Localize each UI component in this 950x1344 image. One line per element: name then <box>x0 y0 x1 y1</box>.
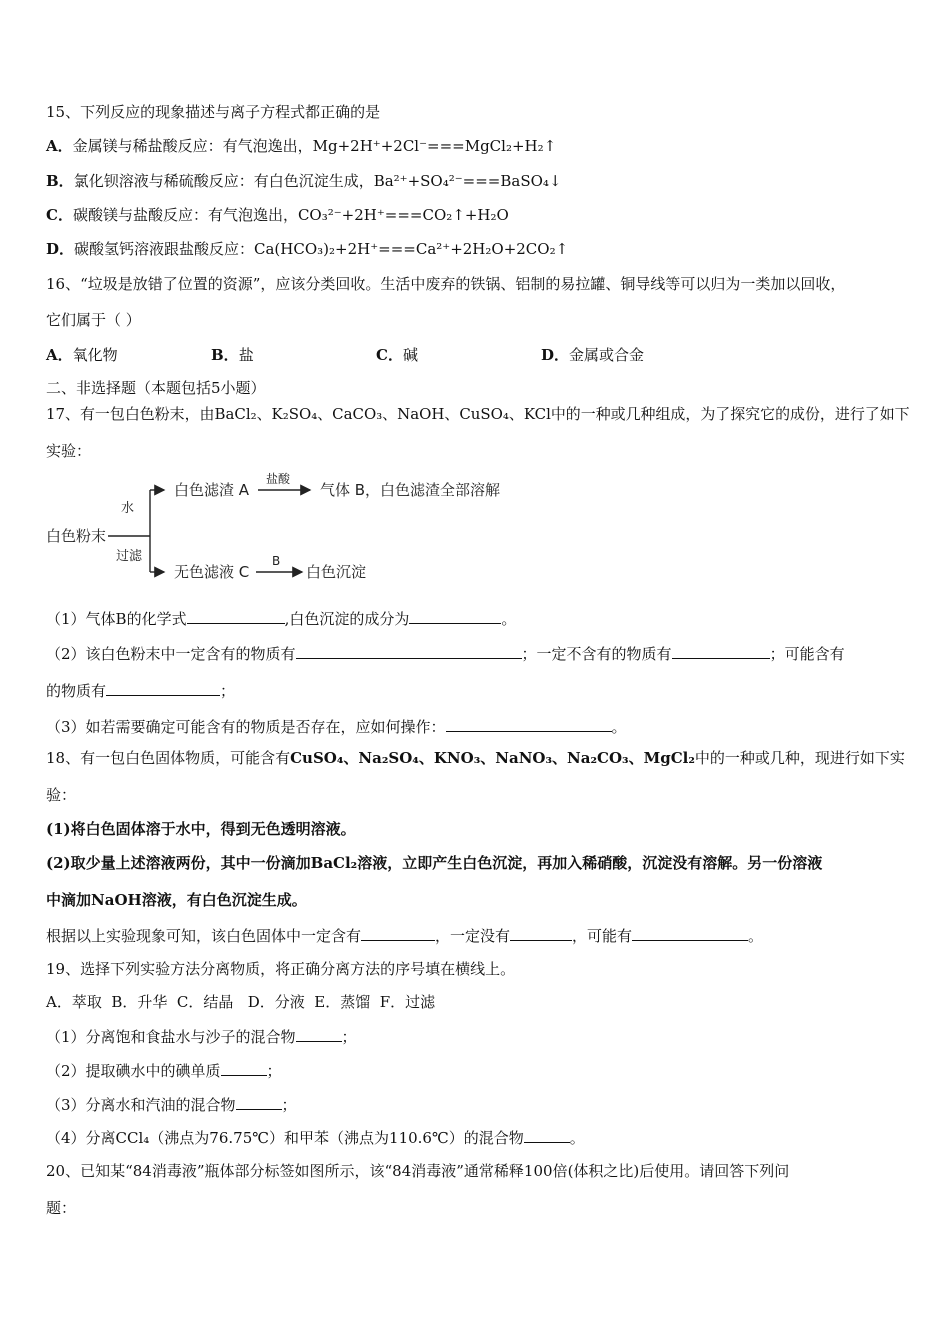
q15-option-d <box>46 239 568 259</box>
text: （3）分离水和汽油的混合物 <box>46 1096 236 1114</box>
formula: NaOH <box>91 891 142 909</box>
q19-item-1 <box>46 1026 357 1047</box>
text: 18、有一包白色固体物质，可能含有 <box>46 749 291 767</box>
flow-residue-result: 气体 B，白色滤渣全部溶解 <box>320 481 501 499</box>
answer-blank[interactable] <box>296 643 522 659</box>
option-text: 氧化物 <box>72 346 118 364</box>
text: ； <box>266 1062 282 1080</box>
text: ；可能含有 <box>769 645 845 663</box>
text: ，可能有 <box>572 927 633 945</box>
text: 。 <box>748 927 764 945</box>
text: （2）提取碘水中的碘单质 <box>46 1062 221 1080</box>
answer-blank[interactable] <box>106 680 220 696</box>
q15-option-a <box>46 136 556 156</box>
flow-filtrate-label: 无色滤液 C <box>174 563 250 581</box>
q17-part3 <box>46 716 627 737</box>
flow-acid-label: 盐酸 <box>266 472 291 486</box>
q19-item-2 <box>46 1060 282 1081</box>
q17-part2-cont <box>46 680 235 701</box>
q17-part2 <box>46 643 845 664</box>
option-text: 金属或合金 <box>569 346 645 364</box>
q15-option-c <box>46 205 509 225</box>
text: ，一定没有 <box>435 927 511 945</box>
q17-flow-diagram <box>44 468 514 588</box>
q20-stem-line1: 20、已知某“84消毒液”瓶体部分标签如图所示，该“84消毒液”通常稀释100倍(体积之比)后使用。请回答下列问 <box>46 1162 790 1180</box>
q19-item-3 <box>46 1094 297 1115</box>
q18-stem-line1 <box>46 748 905 768</box>
option-text: 盐 <box>238 346 254 364</box>
option-text: 金属镁与稀盐酸反应：有气泡逸出，Mg+2H⁺+2Cl⁻===MgCl₂+H₂↑ <box>72 137 557 155</box>
flow-filter-label: 过滤 <box>116 549 143 564</box>
formula-list: CuSO₄、Na₂SO₄、KNO₃、NaNO₃、Na₂CO₃、MgCl₂ <box>290 749 695 767</box>
answer-blank[interactable] <box>187 608 285 624</box>
text: （2）该白色粉末中一定含有的物质有 <box>46 645 296 663</box>
q15-option-b <box>46 171 562 191</box>
option-text: 碳酸氢钙溶液跟盐酸反应：Ca(HCO₃)₂+2H⁺===Ca²⁺+2H₂O+2CO₂↑ <box>74 240 569 258</box>
flow-filtrate-result: 白色沉淀 <box>306 563 367 581</box>
answer-blank[interactable] <box>221 1060 267 1076</box>
q20-stem-line2: 题： <box>46 1199 77 1217</box>
text: 的物质有 <box>46 682 107 700</box>
q16-stem-line2: 它们属于（ ） <box>46 311 141 329</box>
answer-blank[interactable] <box>409 608 501 624</box>
text: （1）气体B的化学式 <box>46 610 187 628</box>
text: (2)取少量上述溶液两份，其中一份滴加 <box>46 854 311 872</box>
text: 溶液，立即产生白色沉淀，再加入稀硝酸，沉淀没有溶解。另一份溶液 <box>357 854 823 872</box>
answer-blank[interactable] <box>672 643 770 659</box>
q16-stem-line1: 16、“垃圾是放错了位置的资源”，应该分类回收。生活中废弃的铁锅、铝制的易拉罐、铜导线等可以归为一类加以回收， <box>46 275 846 293</box>
q17-stem-line1: 17、有一包白色粉末，由BaCl₂、K₂SO₄、CaCO₃、NaOH、CuSO₄、KCl中的一种或几种组成，为了探究它的成份，进行了如下 <box>46 405 910 423</box>
q16-option-b <box>211 345 254 365</box>
q16-option-d <box>541 345 644 365</box>
answer-blank[interactable] <box>524 1127 570 1143</box>
text: 。 <box>501 610 517 628</box>
flow-reagent-label: B <box>272 554 281 568</box>
formula: BaCl₂ <box>310 854 358 872</box>
flow-residue-label: 白色滤渣 A <box>174 481 250 499</box>
answer-blank[interactable] <box>296 1026 342 1042</box>
option-letter: A． <box>46 346 73 364</box>
q19-item-4 <box>46 1127 585 1148</box>
text: 中的一种或几种，现进行如下实 <box>694 749 905 767</box>
text: 根据以上实验现象可知，该白色固体中一定含有 <box>46 927 362 945</box>
text: （1）分离饱和食盐水与沙子的混合物 <box>46 1028 296 1046</box>
q18-stem-line2: 验： <box>46 786 77 804</box>
q16-option-a <box>46 345 118 365</box>
text: ； <box>220 682 236 700</box>
text: ,白色沉淀的成分为 <box>284 610 410 628</box>
section-heading: 二、非选择题（本题包括5小题） <box>46 379 266 397</box>
option-letter: D． <box>541 346 570 364</box>
text: （4）分离CCl₄（沸点为76.75℃）和甲苯（沸点为110.6℃）的混合物 <box>46 1129 524 1147</box>
q18-step1: (1)将白色固体溶于水中，得到无色透明溶液。 <box>46 820 356 838</box>
q18-step2 <box>46 853 822 873</box>
answer-blank[interactable] <box>236 1094 282 1110</box>
option-letter: C． <box>46 206 73 224</box>
text: 。 <box>569 1129 585 1147</box>
option-text: 氯化钡溶液与稀硫酸反应：有白色沉淀生成，Ba²⁺+SO₄²⁻===BaSO₄↓ <box>73 172 562 190</box>
option-letter: B． <box>211 346 239 364</box>
text: ； <box>281 1096 297 1114</box>
q15-stem: 15、下列反应的现象描述与离子方程式都正确的是 <box>46 103 381 121</box>
q17-part1 <box>46 608 516 629</box>
flow-start-label: 白色粉末 <box>46 527 107 545</box>
option-letter: B． <box>46 172 74 190</box>
option-text: 碱 <box>402 346 418 364</box>
q19-methods: A．萃取 B．升华 C．结晶 D．分液 E．蒸馏 F．过滤 <box>46 993 436 1011</box>
text: 。 <box>611 718 627 736</box>
answer-blank[interactable] <box>361 925 435 941</box>
answer-blank[interactable] <box>632 925 748 941</box>
option-letter: D． <box>46 240 75 258</box>
text: 溶液，有白色沉淀生成。 <box>141 891 307 909</box>
option-letter: A． <box>46 137 73 155</box>
answer-blank[interactable] <box>446 716 612 732</box>
q16-option-c <box>376 345 418 365</box>
flow-water-label: 水 <box>121 501 135 516</box>
q17-stem-line2: 实验： <box>46 442 92 460</box>
q18-conclusion <box>46 925 763 946</box>
answer-blank[interactable] <box>510 925 572 941</box>
text: 中滴加 <box>46 891 92 909</box>
text: ；一定不含有的物质有 <box>521 645 672 663</box>
text: （3）如若需要确定可能含有的物质是否存在，应如何操作： <box>46 718 446 736</box>
q18-step2-cont <box>46 890 307 910</box>
q19-stem: 19、选择下列实验方法分离物质，将正确分离方法的序号填在横线上。 <box>46 960 516 978</box>
option-text: 碳酸镁与盐酸反应：有气泡逸出，CO₃²⁻+2H⁺===CO₂↑+H₂O <box>72 206 509 224</box>
text: ； <box>341 1028 357 1046</box>
option-letter: C． <box>376 346 403 364</box>
